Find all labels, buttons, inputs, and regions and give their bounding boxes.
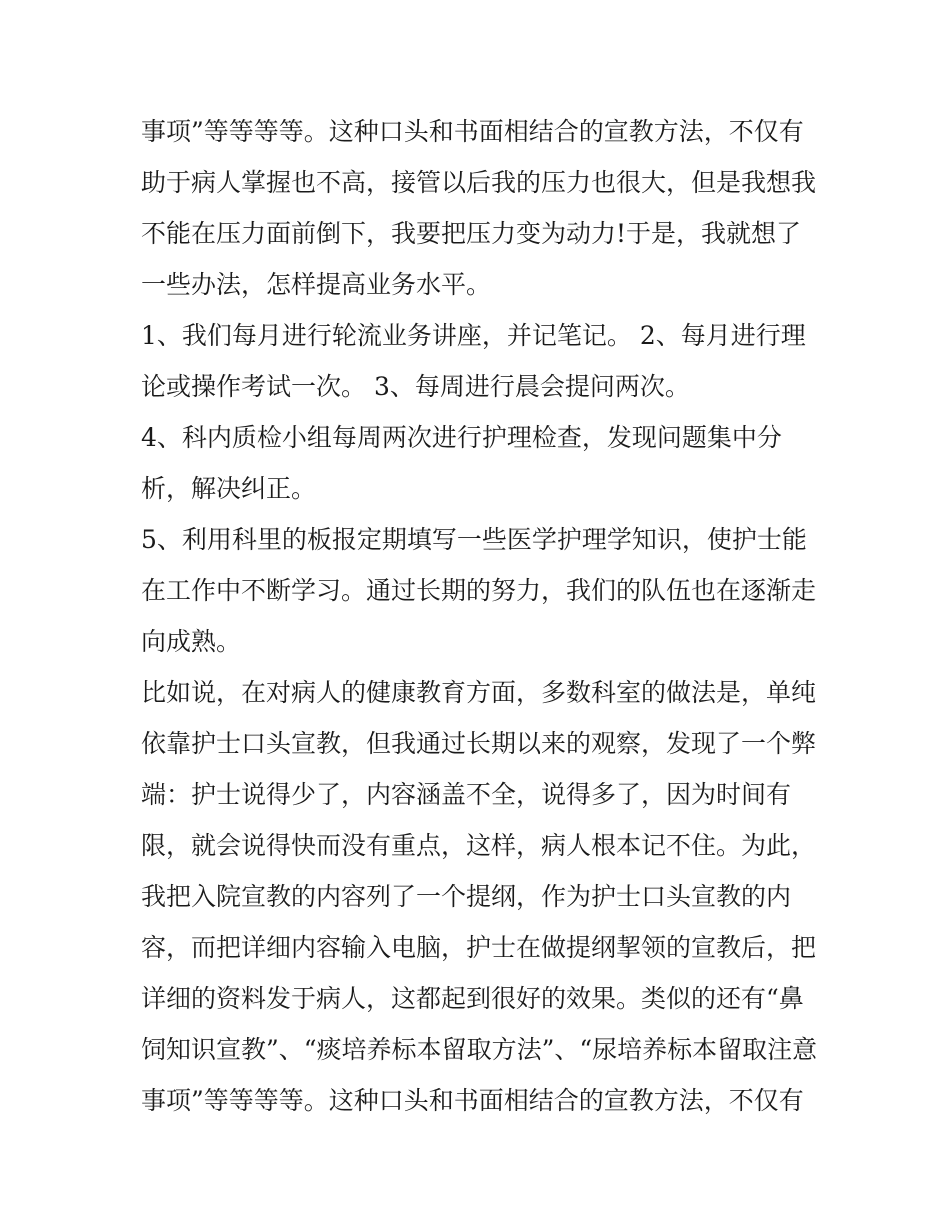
text-line: 我把入院宣教的内容列了一个提纲，作为护士口头宣教的内 [141, 882, 792, 911]
list-item-text-line: 5、利用科里的板报定期填写一些医学护理学知识，使护士能 [141, 525, 807, 554]
list-item-text-line: 论或操作考试一次。 3、每周进行晨会提问两次。 [141, 372, 690, 401]
document-body [141, 106, 831, 1126]
text-line: 饲知识宣教”、“痰培养标本留取方法”、“尿培养标本留取注意 [141, 1035, 818, 1064]
text-line: 不能在压力面前倒下，我要把压力变为动力!于是，我就想了 [141, 219, 802, 248]
list-item-text-line: 析，解决纠正。 [141, 474, 317, 503]
text-line: 限，就会说得快而没有重点，这样，病人根本记不住。为此， [141, 831, 817, 860]
text-line: 一些办法，怎样提高业务水平。 [141, 270, 492, 299]
text-line: 比如说，在对病人的健康教育方面，多数科室的做法是，单纯 [141, 678, 817, 707]
text-line: 端：护士说得少了，内容涵盖不全，说得多了，因为时间有 [141, 780, 792, 809]
text-line: 助于病人掌握也不高，接管以后我的压力也很大，但是我想我 [141, 168, 817, 197]
text-line: 事项”等等等等。这种口头和书面相结合的宣教方法，不仅有 [141, 117, 804, 146]
text-line: 事项”等等等等。这种口头和书面相结合的宣教方法，不仅有 [141, 1086, 804, 1115]
list-item-text-line: 4、科内质检小组每周两次进行护理检查，发现问题集中分 [141, 423, 782, 452]
list-item-text-line: 在工作中不断学习。通过长期的努力，我们的队伍也在逐渐走 [141, 576, 817, 605]
text-line: 容，而把详细内容输入电脑，护士在做提纲挈领的宣教后，把 [141, 933, 817, 962]
list-item-text-line: 1、我们每月进行轮流业务讲座，并记笔记。 2、每月进行理 [141, 321, 806, 350]
text-line: 依靠护士口头宣教，但我通过长期以来的观察，发现了一个弊 [141, 729, 817, 758]
text-line: 详细的资料发于病人，这都起到很好的效果。类似的还有“鼻 [141, 984, 804, 1013]
list-item-text-line: 向成熟。 [141, 627, 242, 656]
